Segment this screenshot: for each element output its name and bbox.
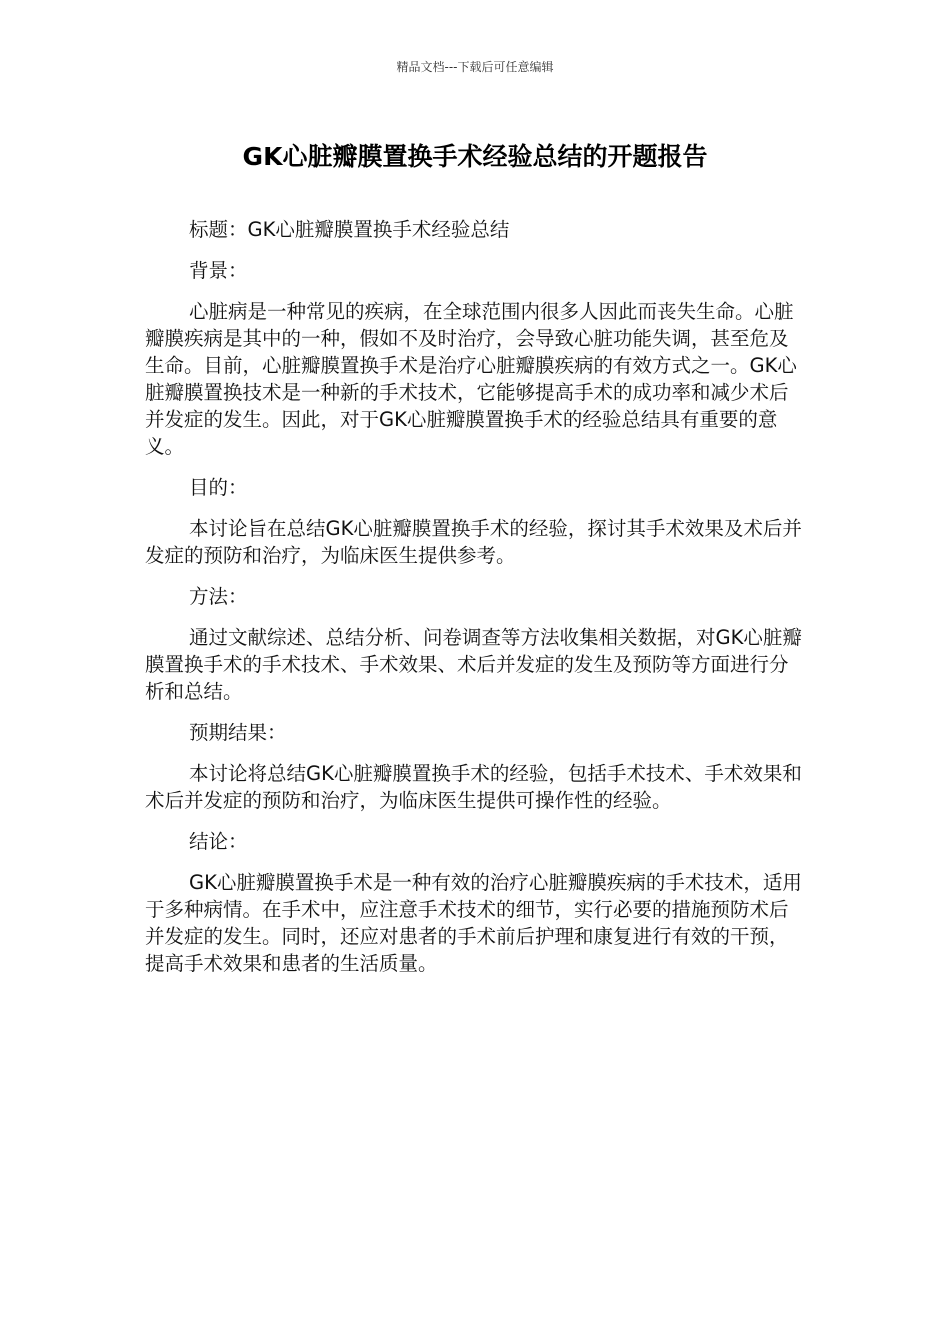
- document-body: [145, 216, 807, 991]
- purpose-paragraph: 本讨论旨在总结GK心脏瓣膜置换手术的经验，探讨其手术效果及术后并发症的预防和治疗，为临床医生提供参考。: [145, 517, 802, 567]
- subject-line: 标题：GK心脏瓣膜置换手术经验总结: [189, 218, 510, 241]
- background-paragraph: 心脏病是一种常见的疾病，在全球范围内很多人因此而丧失生命。心脏瓣膜疾病是其中的一种，假如不及时治疗，会导致心脏功能失调，甚至危及生命。目前，心脏瓣膜置换手术是治疗心脏瓣膜疾病的有效方式之一。GK心脏瓣膜置换技术是一种新的手术技术，它能够提高手术的成功率和减少术后并发症的发生。因此，对于GK心脏瓣膜置换手术的经验总结具有重要的意义。: [145, 300, 797, 458]
- conclusion-heading: 结论：: [189, 830, 248, 853]
- page-header-note: 精品文档---下载后可任意编辑: [396, 60, 554, 74]
- purpose-heading: 目的：: [189, 476, 248, 499]
- results-paragraph: 本讨论将总结GK心脏瓣膜置换手术的经验，包括手术技术、手术效果和术后并发症的预防和治疗，为临床医生提供可操作性的经验。: [145, 762, 802, 812]
- method-paragraph: 通过文献综述、总结分析、问卷调查等方法收集相关数据，对GK心脏瓣膜置换手术的手术技术、手术效果、术后并发症的发生及预防等方面进行分析和总结。: [145, 626, 802, 703]
- method-heading: 方法：: [189, 585, 248, 608]
- document-title: GK心脏瓣膜置换手术经验总结的开题报告: [242, 142, 708, 171]
- conclusion-paragraph: GK心脏瓣膜置换手术是一种有效的治疗心脏瓣膜疾病的手术技术，适用于多种病情。在手术中，应注意手术技术的细节，实行必要的措施预防术后并发症的发生。同时，还应对患者的手术前后护理和康复进行有效的干预，提高手术效果和患者的生活质量。: [145, 871, 802, 975]
- background-heading: 背景：: [189, 259, 248, 282]
- results-heading: 预期结果：: [189, 721, 287, 744]
